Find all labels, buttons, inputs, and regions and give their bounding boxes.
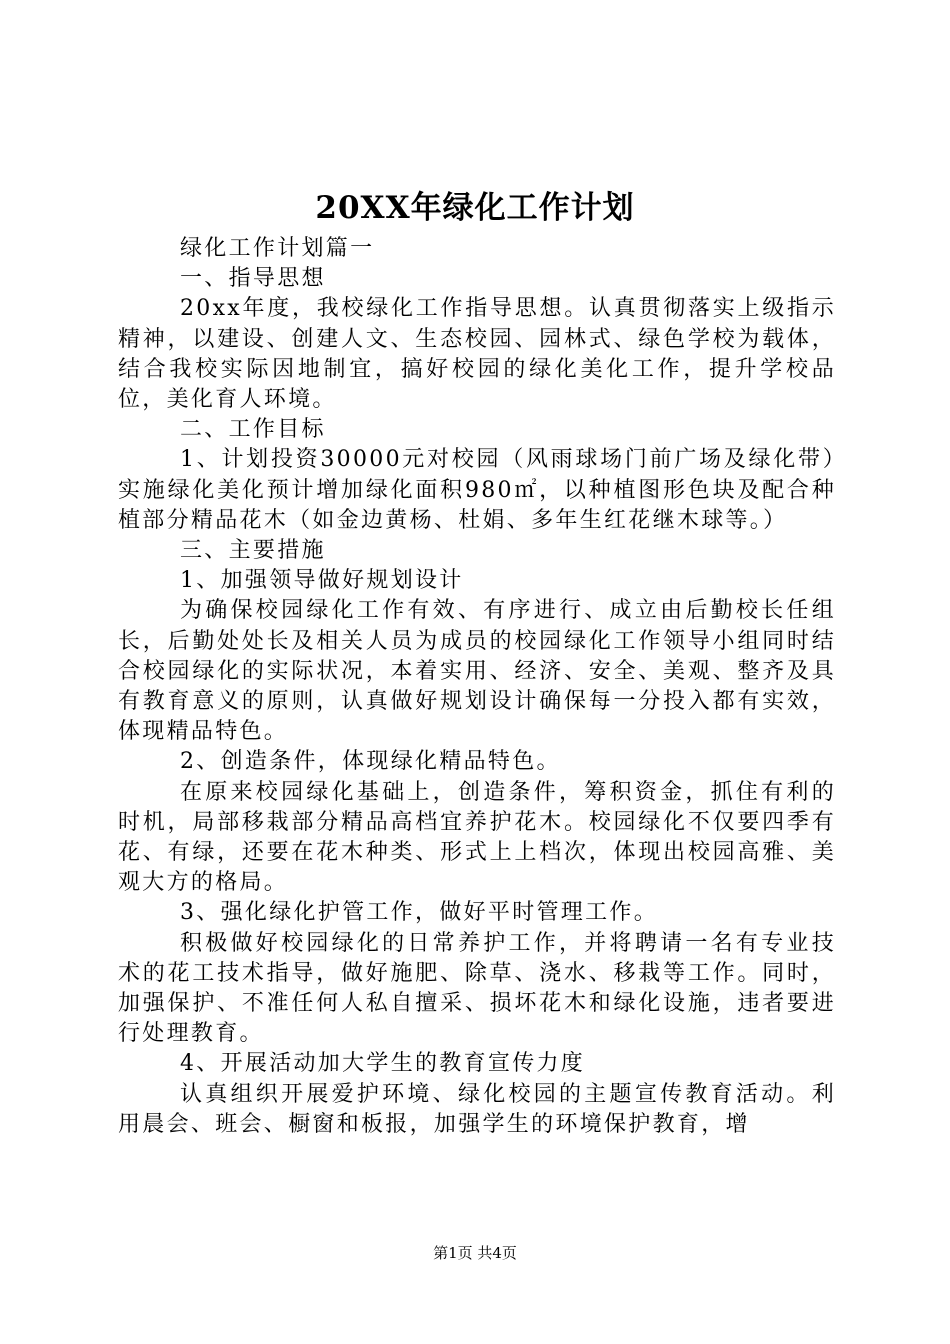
paragraph-subheading: 2、创造条件，体现绿化精品特色。 xyxy=(180,749,561,775)
paragraph-subheading: 4、开展活动加大学生的教育宣传力度 xyxy=(180,1051,586,1077)
paragraph-heading-work-goals: 二、工作目标 xyxy=(180,417,326,443)
paragraph-section-heading: 绿化工作计划篇一 xyxy=(180,236,375,261)
document-title: 20XX年绿化工作计划 xyxy=(315,190,635,226)
paragraph: 积极做好校园绿化的日常养护工作，并将聘请一名有专业技术的花工技术指导，做好施肥、除草、浇水、移栽等工作。同时，加强保护、不准任何人私自擅采、损坏花木和绿化设施，违者要进行处理教育。 xyxy=(118,930,836,1047)
paragraph-heading-main-measures: 三、主要措施 xyxy=(180,538,326,564)
paragraph: 20xx年度，我校绿化工作指导思想。认真贯彻落实上级指示精神，以建设、创建人文、生态校园、园林式、绿色学校为载体，结合我校实际因地制宜，搞好校园的绿化美化工作，提升学校品位，美化育人环境。 xyxy=(118,296,836,413)
paragraph: 1、计划投资30000元对校园（风雨球场门前广场及绿化带）实施绿化美化预计增加绿化面积980㎡，以种植图形色块及配合种植部分精品花木（如金边黄杨、杜娟、多年生红花继木球等。） xyxy=(118,447,836,533)
paragraph-subheading: 1、加强领导做好规划设计 xyxy=(180,568,464,594)
paragraph: 认真组织开展爱护环境、绿化校园的主题宣传教育活动。利用晨会、班会、橱窗和板报，加强学生的环境保护教育，增 xyxy=(118,1081,836,1137)
document-body xyxy=(118,234,836,1140)
paragraph: 在原来校园绿化基础上，创造条件，筹积资金，抓住有利的时机，局部移栽部分精品高档宜养护花木。校园绿化不仅要四季有花、有绿，还要在花木种类、形式上上档次，体现出校园高雅、美观大方的格局。 xyxy=(118,779,836,896)
paragraph-heading-guiding-thought: 一、指导思想 xyxy=(180,266,326,292)
paragraph: 为确保校园绿化工作有效、有序进行、成立由后勤校长任组长，后勤处处长及相关人员为成员的校园绿化工作领导小组同时结合校园绿化的实际状况，本着实用、经济、安全、美观、整齐及具有教育意义的原则，认真做好规划设计确保每一分投入都有实效，体现精品特色。 xyxy=(118,598,836,745)
paragraph-subheading: 3、强化绿化护管工作，做好平时管理工作。 xyxy=(180,900,658,926)
page-number-footer: 第1页 共4页 xyxy=(433,1244,517,1262)
